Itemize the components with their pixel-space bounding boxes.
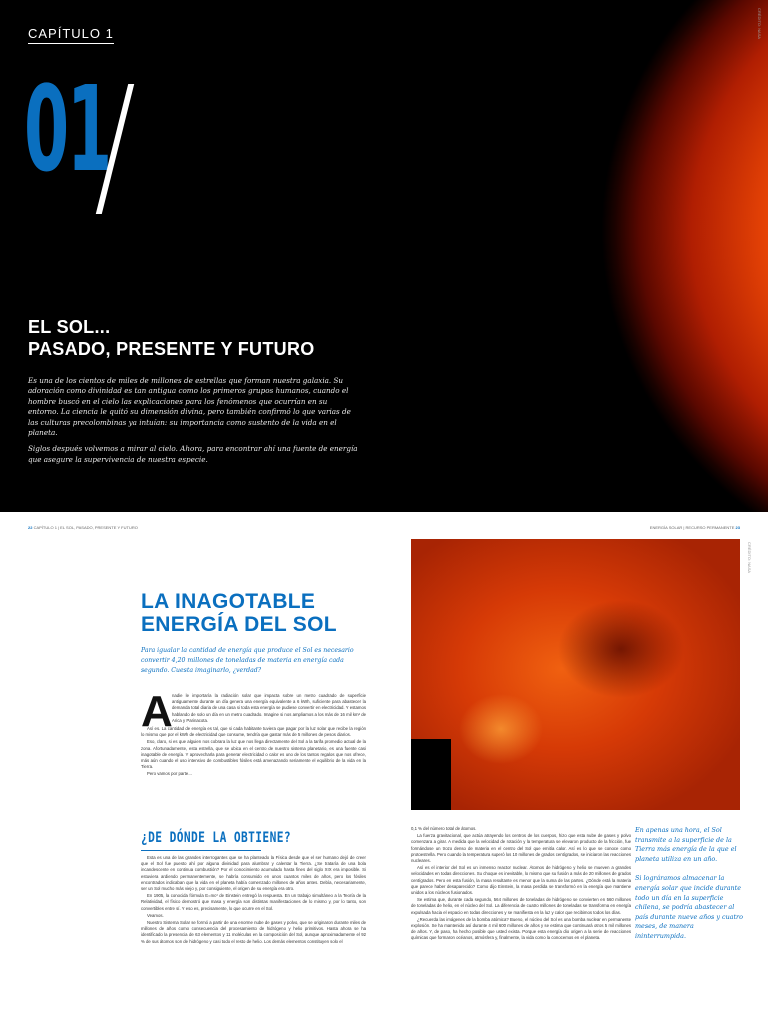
- subhead-rule: [141, 850, 261, 851]
- photo-dark-corner: [411, 739, 451, 810]
- section-title-line-2: ENERGÍA DEL SOL: [141, 613, 337, 636]
- chapter-intro: [28, 376, 358, 471]
- chapter-title-line-2: PASADO, PRESENTE Y FUTURO: [28, 339, 315, 359]
- body-paragraph: Se estima que, durante cada segundo, 564 millones de toneladas de hidrógeno se convierten en 560 millones de toneladas de helio, en el núcleo del Sol. La diferencia de cuatro millones de toneladas se transforma en energía expulsada hacia el espacio en todas direcciones y se manifiesta en la luz y calor que recibimos todos los días.: [411, 897, 631, 915]
- folio-left: [28, 525, 138, 530]
- body-paragraph: Así es. La cantidad de energía es tal, que si cada habitante tuviera que pagar por la luz solar que recibe la región lo mismo que por el kWh de electricidad que consume, tendría que gastar más de 5 millones de pesos diarios.: [141, 726, 366, 738]
- callout-1: En apenas una hora, el Sol transmite a la superficie de la Tierra más energía de la que el planeta utiliza en un año.: [635, 826, 737, 863]
- sun-surface-photo: [411, 539, 740, 810]
- intro-paragraph-2: Siglos después volvemos a mirar al cielo. Ahora, para encontrar ahí una fuente de energía que asegure la supervivencia de nuestra especie.: [28, 444, 358, 464]
- photo-credit: CRÉDITO: NASA: [747, 542, 752, 574]
- body-paragraph: 0,1 % del número total de átomos.: [411, 826, 477, 831]
- chapter-title: [28, 316, 315, 360]
- section-title: [141, 590, 337, 636]
- body-paragraph: Nuestro Sistema Solar se formó a partir de una enorme nube de gases y polvo, que se originaron durante miles de millones de años como consecuencia del procesamiento de hidrógeno y helio primitivos. Hasta ahora se ha identificado la presencia de 63 elementos y 11 moléculas en la composición del Sol, aunque aproximadamente el 92 % de sus átomos son de hidrógeno y casi todo el resto de helio. Los demás elementos constituyen solo el: [141, 920, 366, 944]
- sun-photo: [384, 0, 768, 512]
- body-column-left-bottom: [141, 855, 366, 946]
- page-number-right: 23: [735, 525, 740, 530]
- photo-credit: CRÉDITO: NASA: [757, 8, 762, 40]
- running-head-right: ENERGÍA SOLAR | RECURSO PERMANENTE: [649, 525, 735, 530]
- section-title-line-1: LA INAGOTABLE: [141, 590, 316, 613]
- body-paragraph: ¿Recuerda las imágenes de la bomba atómica? Bueno, el núcleo del Sol es una bomba nuclear en permanente explosión. Se ha mantenido así durante 4 mil 600 millones de años y se estima que continuará otros 5 mil millones de años. Y, de paso, ha hecho posible que usted exista. Porque esta energía dio origen a la serie de reacciones químicas que formaron océanos, atmósfera y, finalmente, la vida como la conocemos en el planeta.: [411, 916, 631, 941]
- page-number-left: 22: [28, 525, 33, 530]
- folio-right: [650, 525, 740, 530]
- body-paragraph: La fuerza gravitacional, que actúa atrayendo los centros de los cuerpos, hizo que esta nube de gases y polvo comenzara a girar. A medida que la velocidad de rotación y la temperatura se elevaron producto de la fricción, fue formándose un trozo denso de materia en el centro del Sol que emitía calor. Así es lo que se conoce como protoestrella. Pero cuando la temperatura superó los 10 millones de grados centígrados, se iniciaron las reacciones nucleares.: [411, 833, 631, 864]
- subhead: ¿DE DÓNDE LA OBTIENE?: [141, 830, 292, 846]
- body-paragraph: Pero vamos por parte...: [147, 771, 192, 777]
- drop-cap: A: [141, 687, 173, 736]
- opener-left-page: [0, 0, 384, 512]
- section-lede: Para igualar la cantidad de energía que produce el Sol es necesario convertir 4,20 millones de toneladas de materia en energía cada segundo. Cuesta imaginarlo, ¿verdad?: [141, 647, 354, 674]
- body-column-intro: [172, 693, 366, 725]
- body-paragraph: En 1905, la conocida fórmula E=mc² de Einstein entregó la respuesta. En un trabajo simultáneo a la Teoría de la Relatividad, el físico demostró que masa y energía son distintas manifestaciones de lo mismo y, por lo tanto, son convertibles entre sí. Y eso es, precisamente, lo que ocurre en el Sol.: [141, 893, 366, 911]
- callout-2: Si lográramos almacenar la energía solar que incide durante todo un día en la superficie chilena, se podría abastecer al país durante nueve años y cuatro meses, de manera ininterrumpida.: [635, 874, 743, 940]
- body-column-left-top: [141, 726, 366, 779]
- running-head-left: CAPÍTULO 1 | EL SOL, PASADO, PRESENTE Y FUTURO: [33, 525, 138, 530]
- body-paragraph: Veamos.: [147, 912, 164, 918]
- chapter-title-line-1: EL SOL...: [28, 317, 111, 337]
- sidebar-callouts: [635, 826, 745, 952]
- article-spread: [0, 512, 768, 1024]
- intro-paragraph-1: Es una de los cientos de miles de millones de estrellas que forman nuestra galaxia. Su adoración como divinidad es tan antigua como los primeros grupos humanos, cuando el hombre buscó en el cielo las explicaciones para los fenómenos que ocurrían en su entorno. La ciencia le quitó su dimensión divina, pero también confirmó lo que varias de las culturas precolombinas ya intuían: su importancia como sustento de la vida en el planeta.: [28, 376, 351, 438]
- body-paragraph: Así es el interior del Sol es un inmenso reactor nuclear. Átomos de hidrógeno y helio se mueven a grandes velocidades en todas direcciones. Su choque es inevitable, lo mismo que su fusión a más de 20 millones de grados centígrados. Pero en esta fusión, la masa resultante es menor que la suma de las partes. ¿Dónde está la materia que parece haber desaparecido? Como dijo Einstein, la masa perdida se transformó en la energía que mantiene unidos a los núcleos fusionados.: [411, 865, 631, 896]
- body-paragraph: Eso, claro, si es que alguien nos cobrara la luz que nos llega directamente del Sol a la tarifa promedio actual de la zona. Afortunadamente, esta estrella, que se ubica en el centro de nuestro sistema planetario, es una fuente casi inagotable de energía. Y aprovecharla para generar electricidad o calor es uno de los tantos regalos que nos ofrece, más aún cuando el uso intensivo de combustibles fósiles está amenazando seriamente el equilibrio de la vida en la Tierra.: [141, 739, 366, 770]
- chapter-number: 01: [24, 60, 110, 198]
- body-column-right: [411, 826, 631, 943]
- chapter-label: CAPÍTULO 1: [28, 26, 114, 44]
- body-paragraph: Esta es una de las grandes interrogantes que se ha planteado la Física desde que el ser humano dejó de creer que el Sol fue puesto ahí por alguna divinidad para alumbrar y calentar la Tierra. ¿Se trataría de una bola incandescente en continua combustión? Por el conocimiento acumulado hasta fines del siglo XIX era imposible. Si estuviera ardiendo permanentemente, se habría consumido en unos cuantos miles de años, pero los fósiles encontrados indicaban que la vida en el planeta había comenzado millones de años antes. Debía, necesariamente, ser un Sol mucho más viejo y, por consiguiente, el origen de su energía era otro.: [141, 855, 366, 892]
- body-paragraph: nadie le importaría la radiación solar que impacta sobre un metro cuadrado de superficie antiguamente durante un día genera una energía equivalente a 6 kWh, suficiente para abastecer la demanda total diaria de una casa si toda esta energía se pudiese convertir en electricidad. Y estamos hablando de solo un día en un metro cuadrado. Imagine si nos ampliamos a los más de 16 mil km² de Arica y Parinacota.: [172, 693, 366, 723]
